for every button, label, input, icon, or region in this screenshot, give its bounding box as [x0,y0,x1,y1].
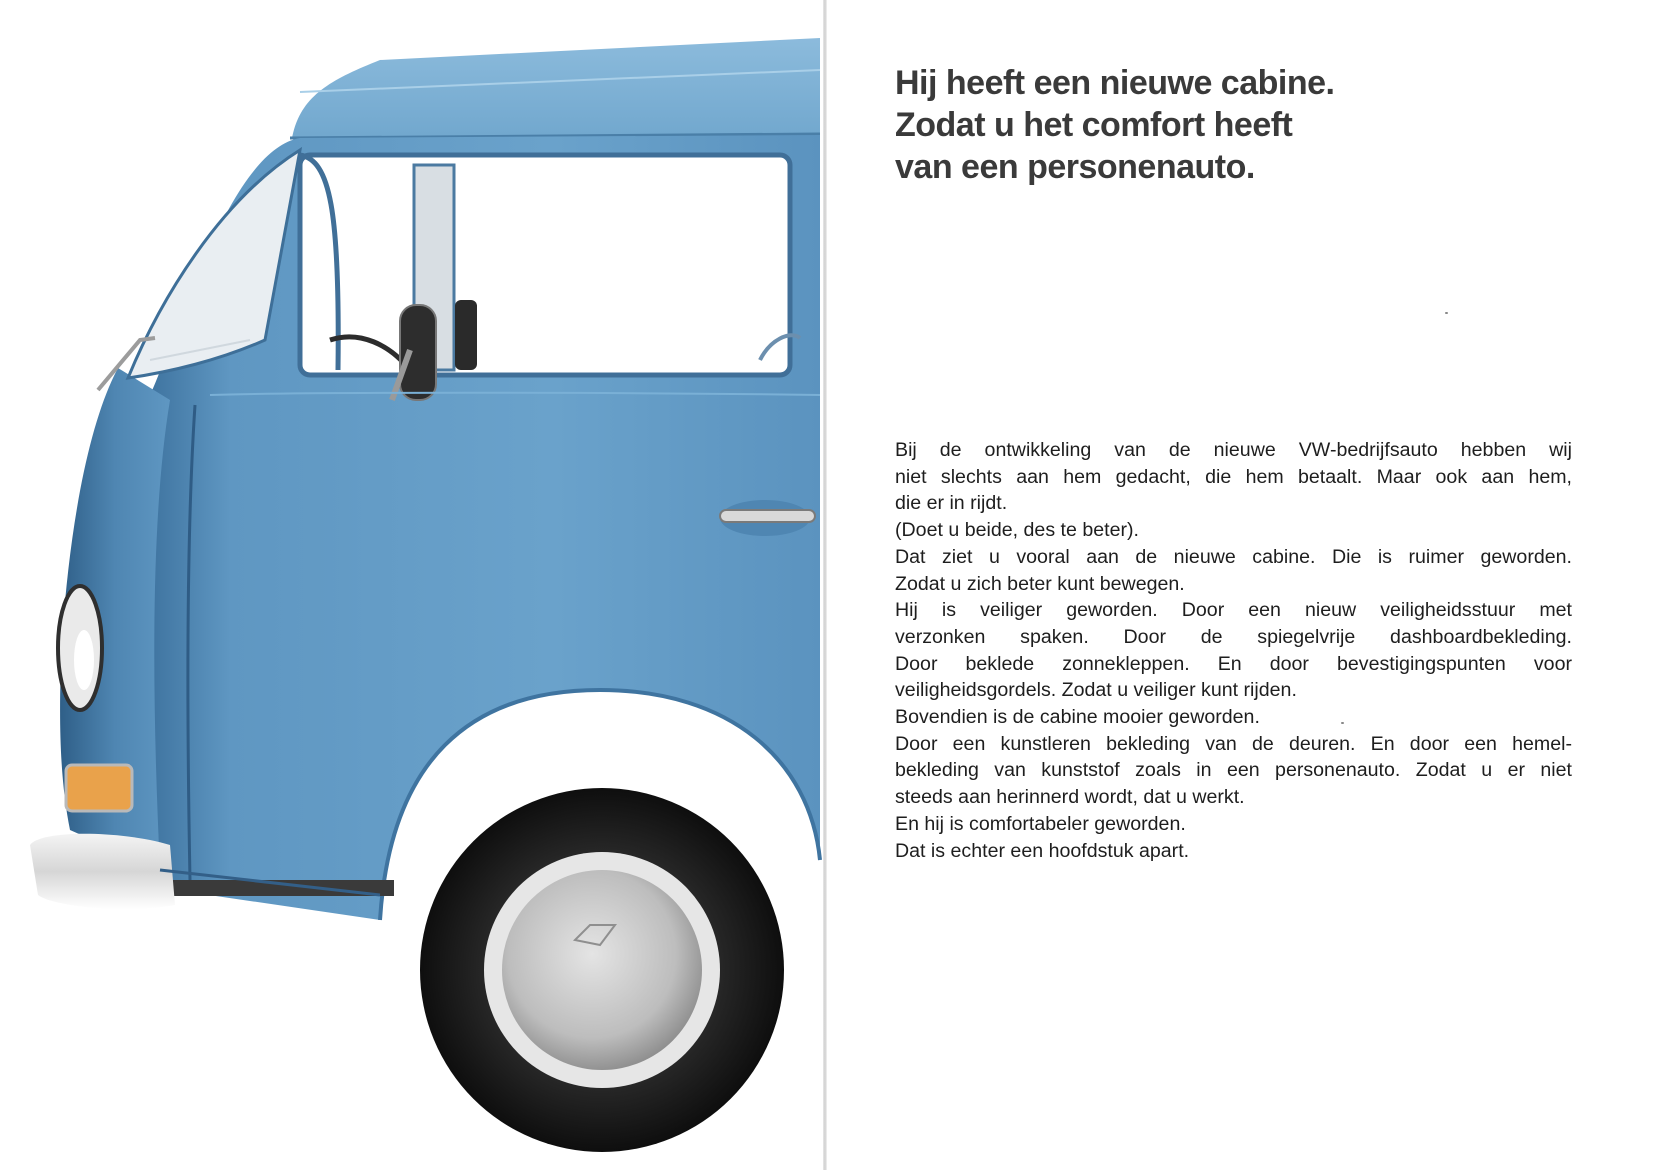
body-line: verzonken spaken. Door de spiegelvrije dashboardbekleding. [895,625,1572,648]
body-line: Dat ziet u vooral aan de nieuwe cabine. Die is ruimer geworden. [895,545,1572,568]
headline-line: Hij heeft een nieuwe cabine. [895,64,1335,102]
body-paragraph [895,437,1572,864]
body-line: bekleding van kunststof zoals in een personenauto. Zodat u er niet [895,759,1572,782]
body-line: Door beklede zonnekleppen. En door bevestigingspunten voor [895,652,1572,675]
vw-van-cab-photo [0,0,826,1170]
body-line: Bovendien is de cabine mooier geworden. [895,706,1260,729]
body-line: die er in rijdt. [895,492,1008,515]
paper-speck [1445,312,1448,314]
headline-line: van een personenauto. [895,148,1255,186]
body-line: Bij de ontwikkeling van de nieuwe VW-bedrijfsauto hebben wij [895,439,1572,461]
headline [895,62,1515,188]
body-line: Door een kunstleren bekleding van de deuren. En door een hemel- [895,732,1572,755]
front-bumper [30,834,175,909]
body-line: En hij is comfortabeler geworden. [895,812,1186,835]
body-line: niet slechts aan hem gedacht, die hem betaalt. Maar ook aan hem, [895,465,1572,488]
left-page-photo [0,0,826,1170]
headline-line: Zodat u het comfort heeft [895,106,1293,144]
paper-speck [1341,722,1344,724]
hubcap [502,870,702,1070]
right-page-text [827,0,1653,1170]
side-mirror [400,305,436,400]
body-line: Dat is echter een hoofdstuk apart. [895,839,1190,862]
body-line: Hij is veiliger geworden. Door een nieuw veiligheidsstuur met [895,599,1572,622]
door-handle [720,510,815,522]
turn-indicator [66,765,132,811]
body-line: veiligheidsgordels. Zodat u veiliger kunt rijden. [895,679,1297,702]
body-line: (Doet u beide, des te beter). [895,519,1139,542]
body-line: Zodat u zich beter kunt bewegen. [895,572,1185,595]
body-line: steeds aan herinnerd wordt, dat u werkt. [895,786,1245,809]
